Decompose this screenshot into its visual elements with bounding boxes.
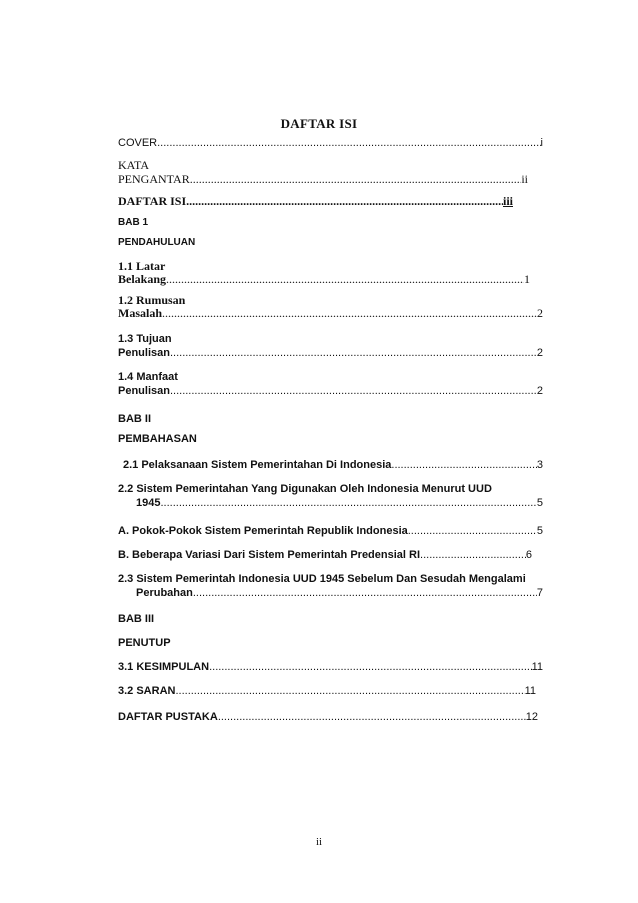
dot-leader — [186, 194, 503, 208]
toc-page-number: 11 — [524, 685, 536, 697]
toc-entry-2-3 — [118, 572, 543, 600]
toc-entry-3-1 — [118, 660, 543, 674]
toc-label-line1: 2.2 Sistem Pemerintahan Yang Digunakan Oleh Indonesia Menurut UUD — [118, 483, 492, 495]
toc-entry-1-4 — [118, 370, 543, 398]
toc-entry-2-2 — [118, 482, 543, 510]
toc-label-line2: Belakang — [118, 273, 167, 286]
toc-label-line2: Masalah — [118, 307, 163, 320]
toc-entry-a — [118, 524, 543, 538]
toc-page-number: 6 — [525, 549, 532, 561]
toc-page-number: iii — [502, 194, 513, 208]
toc-entry-b — [118, 548, 532, 562]
toc-label: 3.1 KESIMPULAN — [118, 661, 210, 673]
chapter-heading-bab2: BAB II — [118, 413, 151, 425]
toc-label: B. Beberapa Variasi Dari Sistem Pemerintah Predensial RI — [118, 549, 421, 561]
toc-page-number: 5 — [536, 525, 543, 537]
toc-label-line1: 1.4 Manfaat — [118, 371, 178, 383]
dot-leader — [170, 384, 537, 398]
toc-entry-daftar-pustaka — [118, 710, 538, 724]
toc-page-number: 2 — [536, 385, 543, 397]
toc-label: DAFTAR ISI — [118, 194, 187, 208]
toc-page-number: 2 — [537, 307, 543, 320]
toc-page-number: 3 — [536, 459, 543, 471]
toc-label-line2: PENGANTAR — [118, 172, 190, 186]
toc-label: 2.1 Pelaksanaan Sistem Pemerintahan Di Indonesia — [123, 459, 392, 471]
dot-leader — [190, 172, 522, 186]
toc-label-line1: 1.3 Tujuan — [118, 333, 172, 345]
dot-leader — [420, 548, 526, 562]
page-title: DAFTAR ISI — [280, 116, 358, 131]
dot-leader — [193, 586, 537, 600]
dot-leader — [408, 524, 537, 538]
toc-page-number: i — [540, 137, 543, 149]
chapter-title-pendahuluan: PENDAHULUAN — [118, 237, 196, 248]
toc-label-line1: 1.1 Latar — [118, 259, 166, 273]
toc-entry-2-1 — [123, 458, 543, 472]
toc-page-number: 1 — [524, 273, 530, 286]
page-number-footer: ii — [315, 836, 323, 848]
dot-leader — [175, 684, 524, 698]
toc-label-line1: 1.2 Rumusan — [118, 293, 186, 307]
toc-label: 3.2 SARAN — [118, 685, 176, 697]
toc-entry-3-2 — [118, 684, 536, 698]
toc-label: DAFTAR PUSTAKA — [118, 711, 218, 723]
toc-label-line1: KATA — [118, 158, 150, 172]
toc-entry-1-2 — [118, 294, 543, 320]
toc-label-line2: 1945 — [136, 497, 161, 509]
dot-leader — [209, 660, 532, 674]
toc-page-number: ii — [521, 172, 528, 186]
toc-label: A. Pokok-Pokok Sistem Pemerintah Republik Indonesia — [118, 525, 408, 537]
toc-entry-daftar-isi — [118, 194, 513, 208]
dot-leader — [160, 496, 536, 510]
toc-page-number: 12 — [525, 711, 538, 723]
toc-page-number: 5 — [536, 497, 543, 509]
dot-leader — [170, 346, 537, 360]
toc-label-line2: Perubahan — [136, 587, 193, 599]
chapter-title-penutup: PENUTUP — [118, 637, 171, 649]
toc-entry-1-3 — [118, 332, 543, 360]
chapter-heading-bab1: BAB 1 — [118, 217, 149, 228]
toc-page-number: 11 — [531, 661, 543, 673]
dot-leader — [162, 307, 537, 320]
dot-leader — [157, 136, 540, 150]
dot-leader — [166, 273, 524, 286]
toc-label: COVER — [118, 137, 158, 149]
dot-leader — [391, 458, 536, 472]
toc-page-number: 2 — [536, 347, 543, 359]
toc-label-line2: Penulisan — [118, 347, 170, 359]
dot-leader — [218, 710, 526, 724]
toc-label-line2: Penulisan — [118, 385, 170, 397]
toc-entry-cover — [118, 136, 543, 150]
toc-entry-kata-pengantar — [118, 158, 528, 186]
toc-page-number: 7 — [536, 587, 543, 599]
toc-label-line1: 2.3 Sistem Pemerintah Indonesia UUD 1945 Sebelum Dan Sesudah Mengalami — [118, 573, 526, 585]
toc-entry-1-1 — [118, 260, 530, 286]
chapter-heading-bab3: BAB III — [118, 613, 155, 625]
chapter-title-pembahasan: PEMBAHASAN — [118, 433, 197, 445]
